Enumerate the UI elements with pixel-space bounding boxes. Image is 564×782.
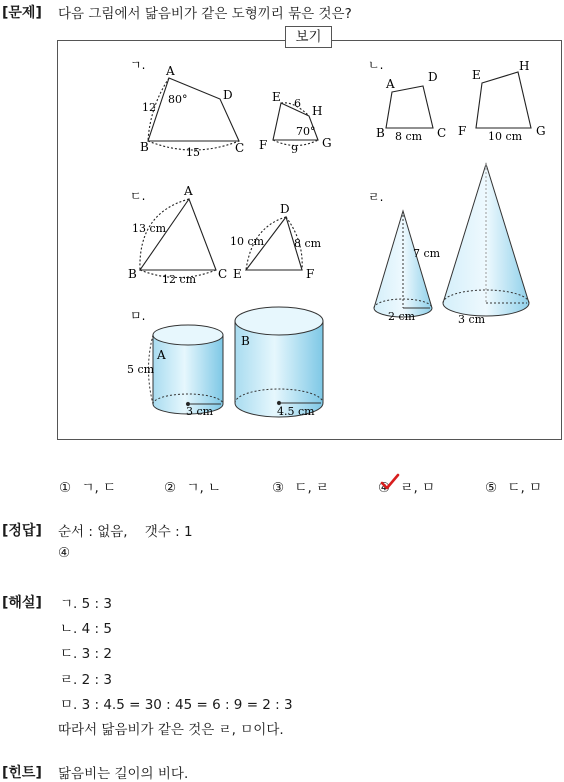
d-right-label-d: D	[280, 202, 290, 216]
r-right-radius: 3 cm	[458, 313, 486, 326]
choice-3[interactable]	[272, 476, 329, 496]
choice-2[interactable]	[164, 476, 221, 496]
m-left-radius: 3 cm	[186, 405, 214, 418]
n-marker: ㄴ.	[368, 58, 384, 72]
g-right-label-h: H	[312, 104, 323, 118]
n-right-side: 10 cm	[488, 130, 523, 143]
m-right-label-b: B	[241, 334, 250, 348]
d-right-side-de: 10 cm	[230, 235, 265, 248]
explanation-line: ㄷ. 3 : 2	[60, 646, 112, 662]
g-left-label-d: D	[223, 88, 233, 102]
d-left-label-c: C	[218, 267, 228, 281]
r-left-height: 7 cm	[413, 247, 441, 260]
explanation-line: ㄴ. 4 : 5	[60, 621, 112, 637]
checkmark-icon	[380, 473, 400, 491]
choice-3-number: ③	[272, 480, 285, 496]
bogi-figures	[58, 41, 563, 441]
explanation-conclusion: 따라서 닮음비가 같은 것은 ㄹ, ㅁ이다.	[58, 722, 284, 738]
d-left-label-a: A	[184, 184, 193, 198]
g-left-side-bc: 15	[186, 146, 200, 159]
g-left-label-a: A	[166, 64, 175, 78]
g-right-side-eh: 6	[294, 97, 301, 110]
choice-4-number: ④	[378, 480, 391, 496]
m-marker: ㅁ.	[130, 309, 146, 323]
choice-5[interactable]	[485, 476, 542, 496]
d-right-label-e: E	[233, 267, 242, 281]
d-left-triangle	[140, 199, 216, 278]
m-right-cylinder	[235, 307, 323, 417]
g-left-angle: 80°	[168, 93, 188, 106]
choice-5-number: ⑤	[485, 480, 498, 496]
r-left-radius: 2 cm	[388, 310, 416, 323]
question-text: 다음 그림에서 닮음비가 같은 도형끼리 묶은 것은?	[58, 6, 352, 22]
n-right-label-h: H	[519, 59, 530, 73]
m-left-cylinder	[149, 325, 224, 414]
d-right-label-f: F	[306, 267, 315, 281]
g-marker: ㄱ.	[130, 58, 146, 72]
g-left-side-ab: 12	[142, 101, 156, 114]
n-right-label-e: E	[472, 68, 481, 82]
r-left-cone	[374, 211, 432, 317]
choice-5-text: ㄷ, ㅁ	[507, 480, 543, 496]
n-right-label-g: G	[536, 124, 546, 138]
n-left-label-b: B	[376, 126, 385, 140]
answer-meta: 순서 : 없음, 갯수 : 1	[58, 524, 193, 540]
m-left-height: 5 cm	[127, 363, 155, 376]
explanation-tag: [해설]	[2, 595, 42, 611]
n-right-label-f: F	[458, 124, 467, 138]
choice-2-number: ②	[164, 480, 177, 496]
d-left-side-bc: 12 cm	[162, 273, 197, 286]
choice-1[interactable]	[59, 476, 116, 496]
n-left-label-c: C	[437, 126, 447, 140]
n-left-quadrilateral	[386, 86, 433, 128]
r-marker: ㄹ.	[368, 190, 384, 204]
g-right-label-g: G	[322, 136, 332, 150]
d-left-side-ab: 13 cm	[132, 222, 167, 235]
d-right-side-df: 8 cm	[294, 237, 322, 250]
explanation-line: ㄹ. 2 : 3	[60, 672, 112, 688]
answer-value: ④	[58, 545, 71, 561]
choice-1-number: ①	[59, 480, 72, 496]
bogi-box	[57, 40, 562, 440]
n-right-quadrilateral	[476, 72, 531, 128]
choice-4-text: ㄹ, ㅁ	[400, 480, 436, 496]
explanation-line: ㄱ. 5 : 3	[60, 596, 112, 612]
bogi-label: 보기	[285, 26, 332, 48]
problem-tag: [문제]	[2, 5, 42, 21]
g-right-side-fg: 9	[291, 143, 298, 156]
explanation-line: ㅁ. 3 : 4.5 = 30 : 45 = 6 : 9 = 2 : 3	[60, 697, 293, 713]
m-right-radius: 4.5 cm	[277, 405, 315, 418]
n-left-label-a: A	[386, 77, 395, 91]
choice-3-text: ㄷ, ㄹ	[294, 480, 330, 496]
g-right-angle: 70°	[296, 125, 316, 138]
hint-tag: [힌트]	[2, 765, 42, 781]
g-right-label-e: E	[272, 90, 281, 104]
n-left-label-d: D	[428, 70, 438, 84]
n-left-side: 8 cm	[395, 130, 423, 143]
g-right-label-f: F	[259, 138, 268, 152]
r-right-cone	[443, 164, 529, 316]
answer-tag: [정답]	[2, 523, 42, 539]
hint-text: 닮음비는 길이의 비다.	[58, 766, 189, 782]
d-marker: ㄷ.	[130, 189, 146, 203]
g-left-label-b: B	[140, 140, 149, 154]
g-left-label-c: C	[235, 141, 245, 155]
d-left-label-b: B	[128, 267, 137, 281]
choice-1-text: ㄱ, ㄷ	[81, 480, 117, 496]
choice-2-text: ㄱ, ㄴ	[186, 480, 222, 496]
m-left-label-a: A	[157, 348, 166, 362]
choice-4[interactable]	[378, 476, 435, 496]
